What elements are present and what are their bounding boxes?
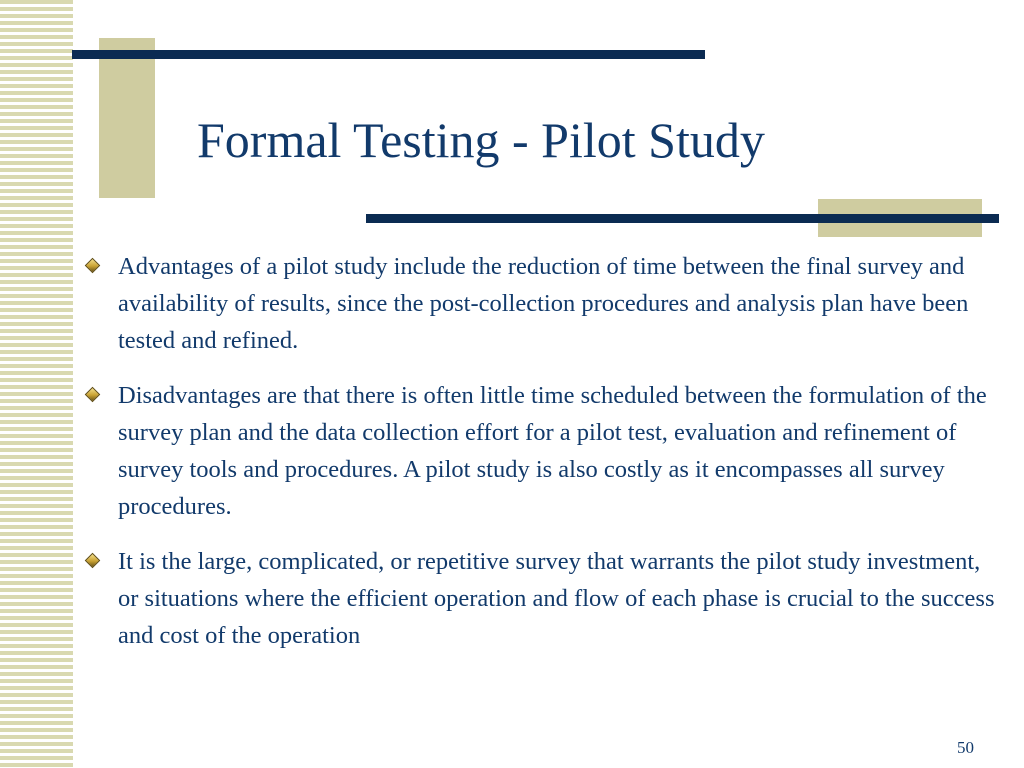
diamond-bullet-icon <box>85 258 101 274</box>
bullet-list <box>82 248 997 672</box>
diamond-bullet-icon <box>85 553 101 569</box>
diamond-bullet-icon <box>85 387 101 403</box>
bullet-text: Disadvantages are that there is often little time scheduled between the formulation of the survey plan and the data collection effort for a pilot test, evaluation and refinement of survey tools and procedures. A pilot study is also costly as it encompasses all survey procedures. <box>118 382 987 520</box>
decorative-bar-top <box>72 50 705 59</box>
decorative-stripes <box>0 0 73 768</box>
bullet-item <box>82 248 997 359</box>
slide-title: Formal Testing - Pilot Study <box>197 112 765 168</box>
bullet-text: It is the large, complicated, or repetitive survey that warrants the pilot study investment, or situations where the efficient operation and flow of each phase is crucial to the success and cost of the operation <box>118 548 995 649</box>
bullet-item <box>82 543 997 654</box>
bullet-text: Advantages of a pilot study include the reduction of time between the final survey and availability of results, since the post-collection procedures and analysis plan have been tested and refined. <box>118 253 969 354</box>
bullet-item <box>82 377 997 525</box>
decorative-bar-bottom <box>366 214 999 223</box>
page-number: 50 <box>957 738 974 757</box>
decorative-block-top <box>99 38 155 198</box>
